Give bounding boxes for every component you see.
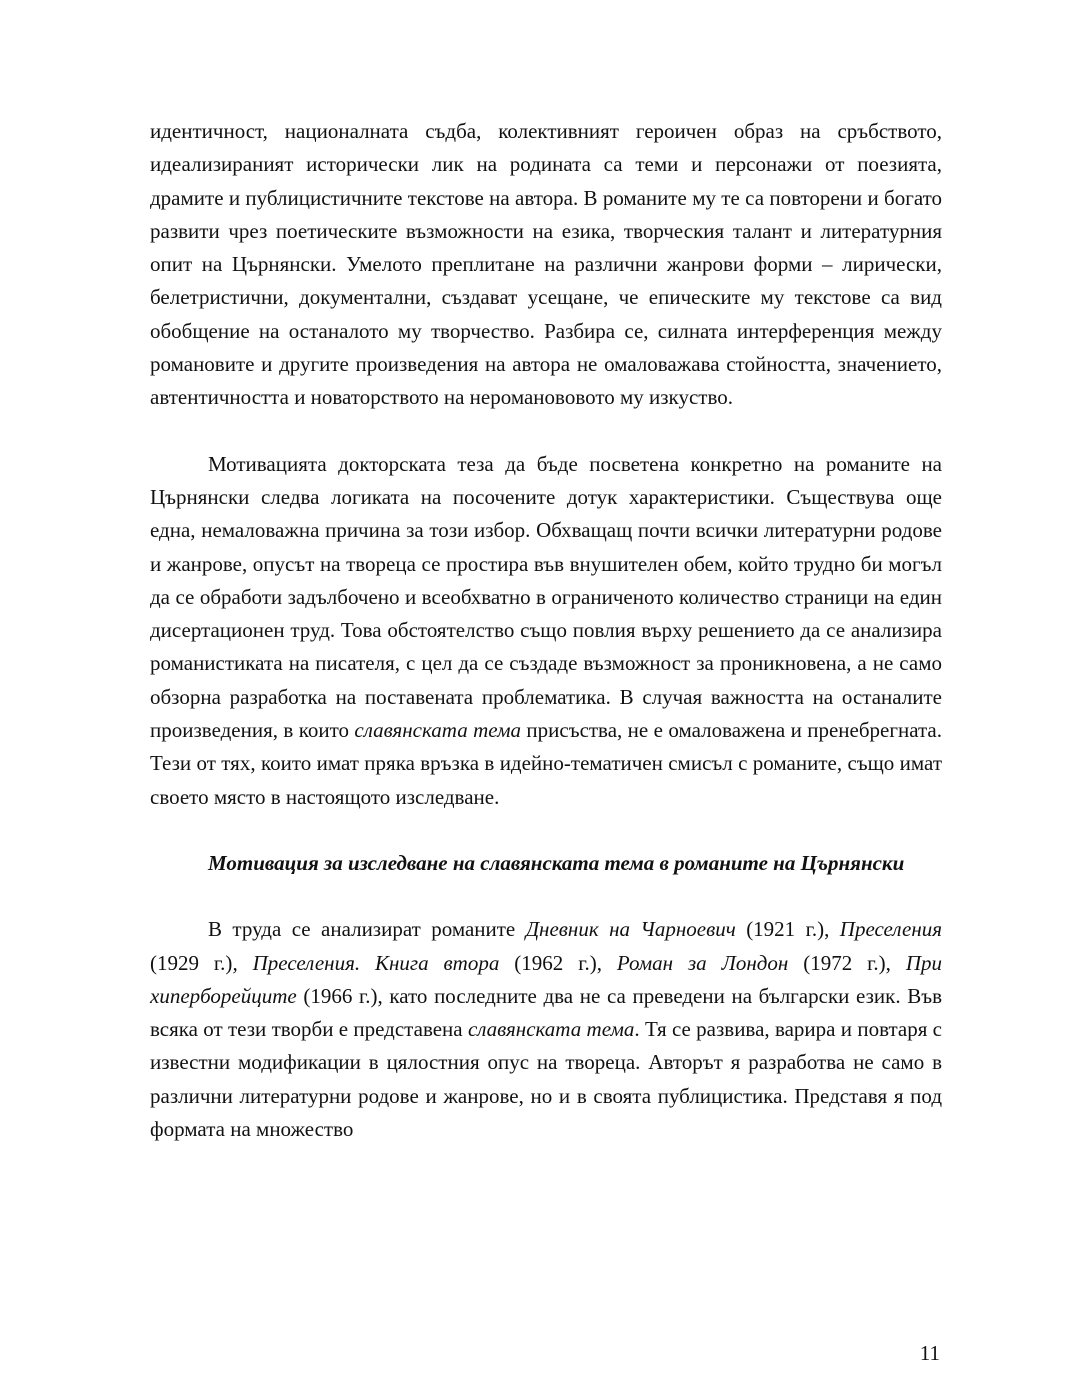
text-run: . Тя се развива, варира и повтаря с известни модификации в цялостния опус на твореца. Авторът я разработва не само в различни литературни родове и жанрове, но и в своята публицистика. Представя я под формата на множество [150, 1017, 942, 1142]
text-run: Мотивацията докторската теза да бъде посветена конкретно на романите на Църнянски следва логиката на посочените дотук характеристики. Съществува още една, немаловажна причина за този избор. Обхващащ почти всички литературни родове и жанрове, опусът на твореца се простира във внушителен обем, който трудно би могъл да се обработи задълбочено и всеобхватно в ограниченото количество страници на един дисертационен труд. Това обстоятелство също повлия върху решението да се анализира романистиката на писателя, с цел да се създаде възможност за проникновена, а не само обзорна разработка на поставената проблематика. В случая важността на останалите произведения, в които [150, 451, 942, 743]
text-run: (1962 г.), [499, 950, 617, 975]
emphasis-slavic-theme: славянската тема [467, 1017, 635, 1042]
novel-title-roman-za-london: Роман за Лондон [616, 950, 789, 975]
text-run: (1966 г.), като последните два не са преведени на български език. Във всяка от тези творби е представена [150, 983, 942, 1042]
novel-title-preselenia: Преселения [839, 917, 943, 942]
section-heading: Мотивация за изследване на славянската тема в романите на Църнянски [208, 850, 905, 875]
text-run: (1972 г.), [788, 950, 906, 975]
text-run: (1921 г.), [735, 917, 840, 942]
paragraph-intro-continuation: идентичност, националната съдба, колективният героичен образ на сръбството, идеализираният исторически лик на родината са теми и персонажи от поезията, драмите и публицистичните текстове на автора. В романите му те са повторени и богато развити чрез поетическите възможности на езика, творческия талант и литературния опит на Църнянски. Умелото преплитане на различни жанрови форми – лирически, белетристични, документални, създават усещане, че епическите му текстове са вид обобщение на останалото му творчество. Разбира се, силната интерференция между романовите и другите произведения на автора не омаловажава стойността, значението, автентичността и новаторството на нероманововото му изкуство. [150, 119, 942, 410]
novel-title-preselenia-kniga-vtora: , Преселения. Книга втора [232, 950, 500, 975]
text-run: В труда се анализират романите [208, 917, 526, 942]
emphasis-slavic-theme: славянската тема [354, 718, 521, 743]
text-run: присъства, не е омаловажена и пренебрегната. Тези от тях, които имат пряка връзка в идейно-тематичен смисъл с романите, също имат своето място в настоящото изследване. [150, 718, 942, 809]
novel-title-dnevnik: Дневник на Чарноевич [525, 917, 736, 942]
novel-title-hiperboreitsite: При хиперборейците [150, 950, 943, 1008]
paragraph-novels-analysis [150, 913, 942, 1146]
document-page [150, 115, 942, 1146]
page-number: 11 [919, 1341, 940, 1365]
text-run: (1929 г.) [150, 950, 233, 975]
paragraph-motivation-thesis [150, 448, 942, 814]
